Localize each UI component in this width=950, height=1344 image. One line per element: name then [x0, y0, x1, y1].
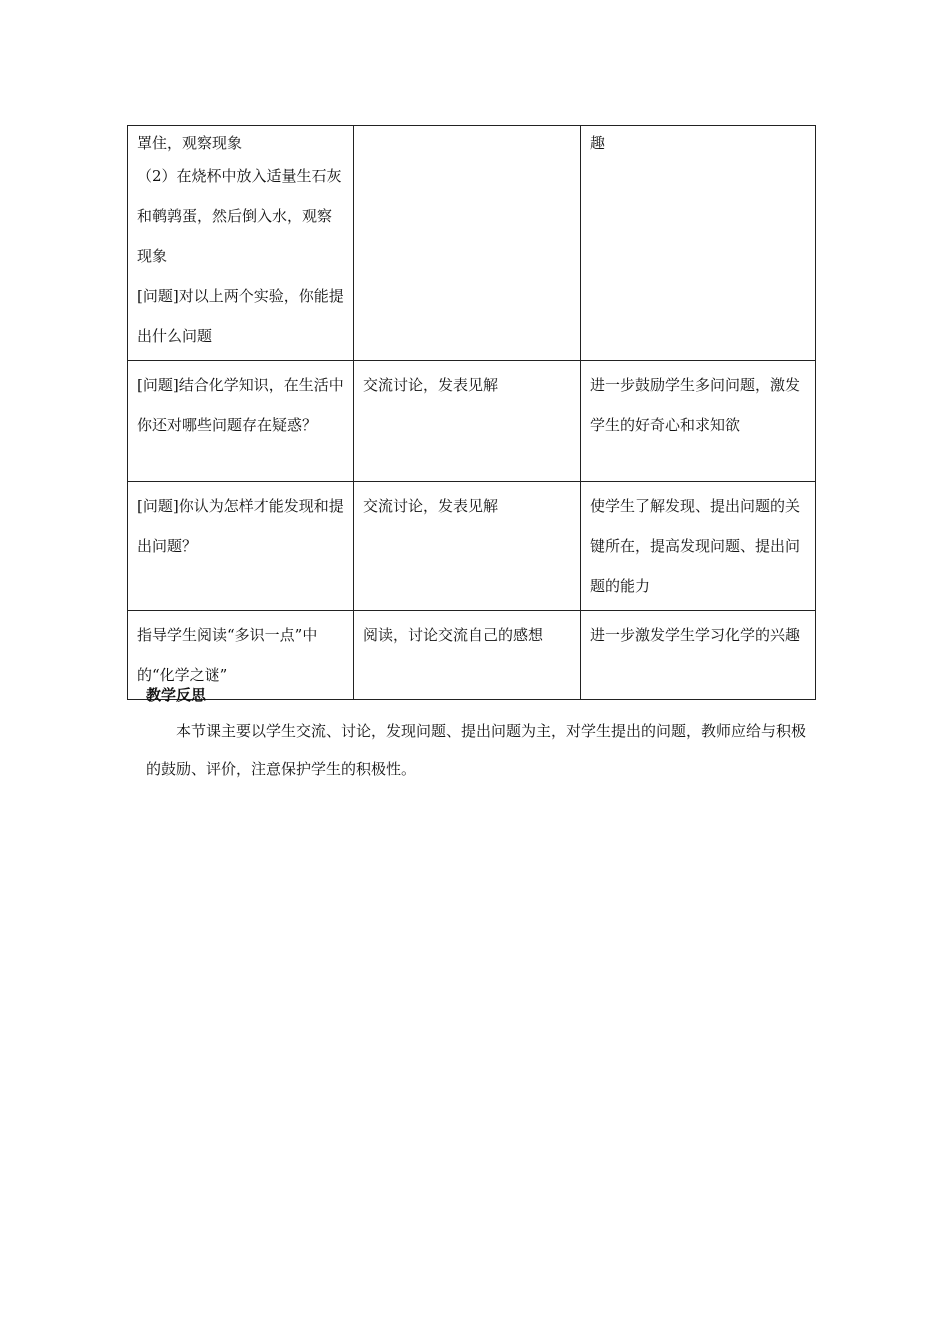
design-intent-cell: 进一步鼓励学生多问问题，激发学生的好奇心和求知欲 — [581, 361, 816, 482]
table-row — [128, 611, 816, 700]
table-row — [128, 482, 816, 611]
student-activity-cell: 交流讨论，发表见解 — [354, 361, 581, 482]
activity-line: 指导学生阅读“多识一点”中的“化学之谜” — [137, 626, 318, 684]
teacher-activity-cell — [128, 482, 354, 611]
activity-line: [问题]你认为怎样才能发现和提出问题？ — [137, 497, 344, 555]
student-activity-cell: 交流讨论，发表见解 — [354, 482, 581, 611]
student-activity-cell: 阅读，讨论交流自己的感想 — [354, 611, 581, 700]
activity-line: （2）在烧杯中放入适量生石灰和鹌鹑蛋，然后倒入水，观察现象 — [137, 167, 342, 265]
design-intent-cell — [581, 126, 816, 361]
reflection-paragraph: 本节课主要以学生交流、讨论，发现问题、提出问题为主，对学生提出的问题，教师应给与积极的鼓励、评价，注意保护学生的积极性。 — [146, 722, 807, 778]
activity-line: 罩住，观察现象 — [137, 134, 243, 152]
table-row — [128, 361, 816, 482]
student-activity-cell — [354, 126, 581, 361]
table-row — [128, 126, 816, 361]
teacher-activity-cell — [128, 361, 354, 482]
activity-line: [问题]结合化学知识，在生活中你还对哪些问题存在疑惑？ — [137, 376, 344, 434]
design-intent-cell: 使学生了解发现、提出问题的关键所在，提高发现问题、提出问题的能力 — [581, 482, 816, 611]
teacher-activity-cell — [128, 126, 354, 361]
design-intent-cell: 进一步激发学生学习化学的兴趣 — [581, 611, 816, 700]
activity-line: [问题]对以上两个实验，你能提出什么问题 — [137, 287, 344, 345]
reflection-heading: 教学反思 — [146, 686, 207, 704]
intent-text: 趣 — [590, 134, 606, 152]
lesson-plan-table — [127, 125, 816, 700]
